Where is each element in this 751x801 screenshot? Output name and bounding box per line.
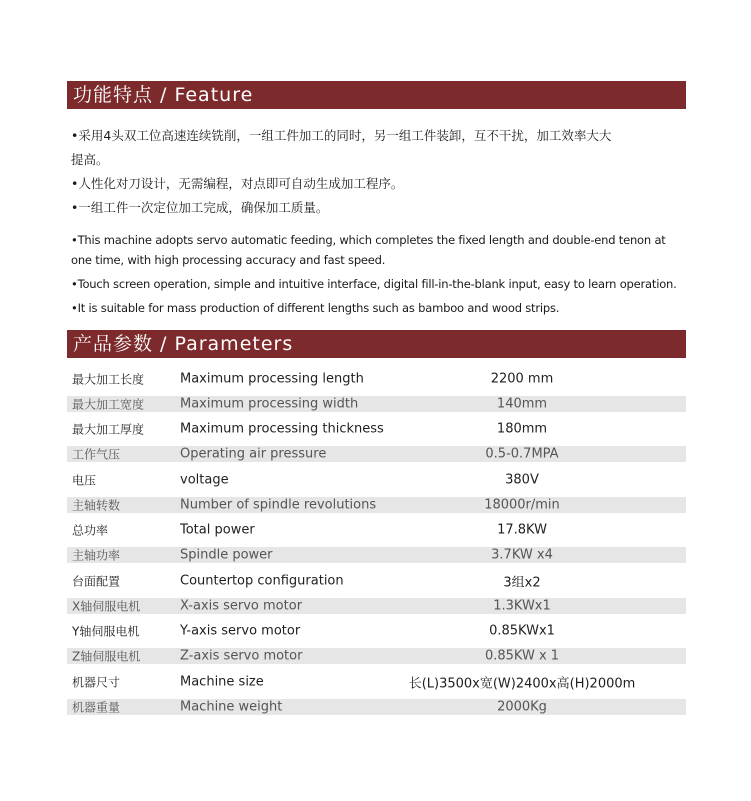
param-name-en: Maximum processing length [180,371,364,387]
param-name-cn: 总功率 [72,523,109,538]
param-value: 0.5-0.7MPA [485,446,559,462]
english-feature-list [71,230,683,322]
param-value: 2200 mm [490,371,554,387]
param-name-en: Machine size [180,674,264,690]
param-name-cn: Z轴伺服电机 [72,649,141,664]
param-name-en: Maximum processing thickness [180,421,384,437]
param-value: 2000Kg [497,699,547,714]
param-name-cn: 工作气压 [72,447,121,462]
table-row [67,467,686,493]
feature-section-header: 功能特点 / Feature [67,81,686,109]
feature-line-cn: •一组工件一次定位加工完成，确保加工质量。 [71,200,329,215]
feature-line-cn: •人性化对刀设计，无需编程，对点即可自动生成加工程序。 [71,176,404,191]
table-row [67,669,686,695]
param-name-cn: 最大加工厚度 [72,422,145,437]
chinese-feature-list [71,124,683,220]
param-name-en: Maximum processing width [180,396,359,411]
feature-line-en: •This machine adopts servo automatic feeding, which completes the fixed length and double-end tenon at one time, with high processing accuracy and fast speed. [71,233,666,267]
param-name-cn: 机器尺寸 [72,675,121,690]
table-row [67,446,686,462]
table-row [67,568,686,594]
param-value: 140mm [496,396,548,411]
param-name-en: Z-axis servo motor [180,648,303,664]
table-row [67,648,686,664]
feature-line-en: •It is suitable for mass production of different lengths such as bamboo and wood strips. [71,301,560,315]
table-row [67,366,686,392]
table-row [67,699,686,715]
param-name-en: Number of spindle revolutions [180,497,377,512]
param-name-cn: 台面配置 [72,574,121,589]
param-name-en: Total power [180,522,255,538]
table-row [67,396,686,412]
param-value: 17.8KW [497,522,547,538]
param-name-en: Operating air pressure [180,446,327,462]
param-value: 3.7KW x4 [491,547,553,563]
table-row [67,598,686,614]
param-name-cn: X轴伺服电机 [72,599,141,613]
param-name-en: Spindle power [180,547,273,563]
table-row [67,518,686,544]
parameters-table [67,366,686,720]
param-name-cn: 主轴功率 [72,548,121,563]
param-value: 0.85KWx1 [489,623,555,639]
param-value: 380V [505,472,539,488]
param-value: 180mm [496,421,548,437]
feature-line-en: •Touch screen operation, simple and intuitive interface, digital fill-in-the-blank input, easy to learn operation. [71,277,677,291]
param-name-en: X-axis servo motor [180,598,303,613]
feature-line-cn: •采用4头双工位高速连续铣削，一组工件加工的同时，另一组工件装卸，互不干扰，加工效率大大 [71,128,612,143]
param-name-cn: 最大加工长度 [72,372,145,387]
feature-line-cn: 提高。 [71,152,109,167]
param-value: 0.85KW x 1 [484,648,560,664]
table-row [67,547,686,563]
param-name-en: Machine weight [180,699,283,714]
param-name-en: Countertop configuration [180,573,344,589]
param-name-cn: Y轴伺服电机 [72,624,140,639]
param-name-cn: 主轴转数 [72,498,121,512]
param-name-cn: 机器重量 [72,700,121,714]
param-value: 长(L)3500x宽(W)2400x高(H)2000m [408,676,636,692]
param-name-cn: 电压 [72,473,97,488]
table-row [67,417,686,443]
param-value: 3组x2 [503,575,541,591]
table-row [67,619,686,645]
table-row [67,497,686,513]
param-name-en: voltage [180,472,229,488]
param-name-cn: 最大加工宽度 [72,397,145,411]
param-value: 1.3KWx1 [493,598,551,613]
param-value: 18000r/min [484,497,560,512]
parameters-section-header: 产品参数 / Parameters [67,330,686,358]
param-name-en: Y-axis servo motor [180,623,301,639]
